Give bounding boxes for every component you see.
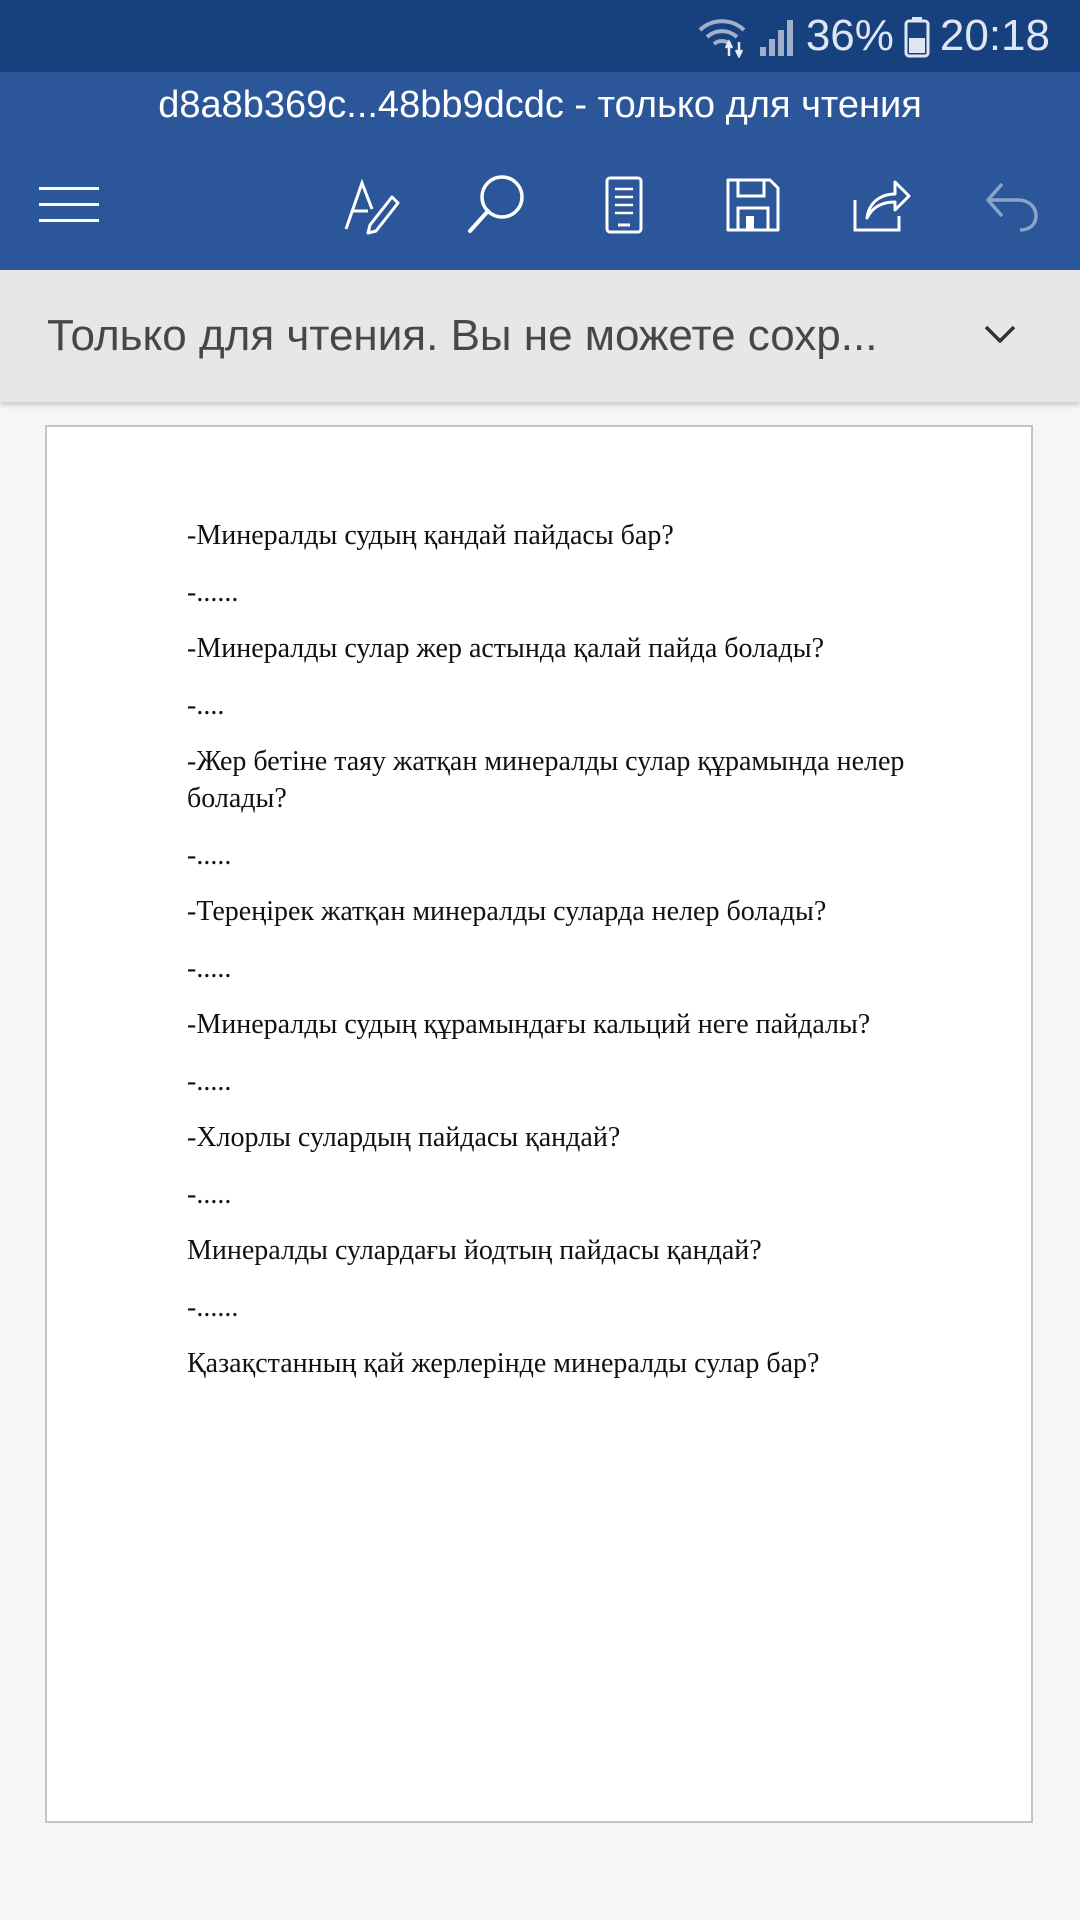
share-button[interactable] bbox=[837, 162, 927, 252]
paragraph: -Хлорлы сулардың пайдасы қандай? bbox=[187, 1122, 621, 1153]
document-title: d8a8b369c...48bb9dcdc - только для чтения bbox=[158, 84, 922, 126]
paragraph: -...... bbox=[187, 577, 239, 608]
clock: 20:18 bbox=[939, 11, 1050, 60]
document-page[interactable] bbox=[45, 425, 1033, 1823]
paragraph: -...... bbox=[187, 1292, 239, 1323]
paragraph: -Жер бетіне таяу жатқан минералды сулар құрамында нелер болады? bbox=[187, 746, 905, 814]
read-only-message: Только для чтения. Вы не можете сохр... bbox=[47, 311, 878, 360]
share-icon bbox=[851, 176, 913, 239]
paragraph: -..... bbox=[187, 840, 232, 871]
paragraph: -..... bbox=[187, 1066, 232, 1097]
status-indicators bbox=[696, 0, 1050, 72]
paragraph: -..... bbox=[187, 1179, 232, 1210]
read-only-info-bar[interactable] bbox=[0, 270, 1080, 402]
paragraph: Минералды сулардағы йодтың пайдасы қандай? bbox=[187, 1235, 762, 1266]
paragraph: -Минералды судың құрамындағы кальций неге пайдалы? bbox=[187, 1009, 871, 1040]
paragraph: -Минералды судың қандай пайдасы бар? bbox=[187, 520, 674, 551]
signal-icon bbox=[758, 14, 796, 58]
mobile-view-button[interactable] bbox=[579, 162, 669, 252]
mobile-view-icon bbox=[604, 175, 644, 240]
undo-icon bbox=[982, 176, 1040, 239]
battery-percent: 36% bbox=[805, 11, 894, 60]
menu-icon bbox=[37, 185, 101, 230]
paragraph: -.... bbox=[187, 690, 225, 721]
status-bar bbox=[0, 0, 1080, 72]
battery-icon bbox=[904, 14, 930, 58]
title-bar bbox=[0, 72, 1080, 270]
chevron-down-icon bbox=[983, 323, 1017, 350]
document-body bbox=[187, 517, 987, 1402]
paragraph: -Тереңірек жатқан минералды суларда нелер болады? bbox=[187, 896, 827, 927]
wifi-icon bbox=[696, 14, 748, 58]
search-button[interactable] bbox=[451, 162, 541, 252]
save-icon bbox=[724, 176, 782, 239]
undo-button[interactable] bbox=[966, 162, 1056, 252]
paragraph: -Минералды сулар жер астында қалай пайда болады? bbox=[187, 633, 825, 664]
menu-button[interactable] bbox=[24, 162, 114, 252]
save-button[interactable] bbox=[708, 162, 798, 252]
search-icon bbox=[464, 173, 528, 242]
draw-icon bbox=[340, 175, 400, 240]
paragraph: Қазақстанның қай жерлерінде минералды сулар бар? bbox=[187, 1348, 820, 1379]
expand-info-button[interactable] bbox=[970, 306, 1030, 366]
paragraph: -..... bbox=[187, 953, 232, 984]
draw-button[interactable] bbox=[325, 162, 415, 252]
